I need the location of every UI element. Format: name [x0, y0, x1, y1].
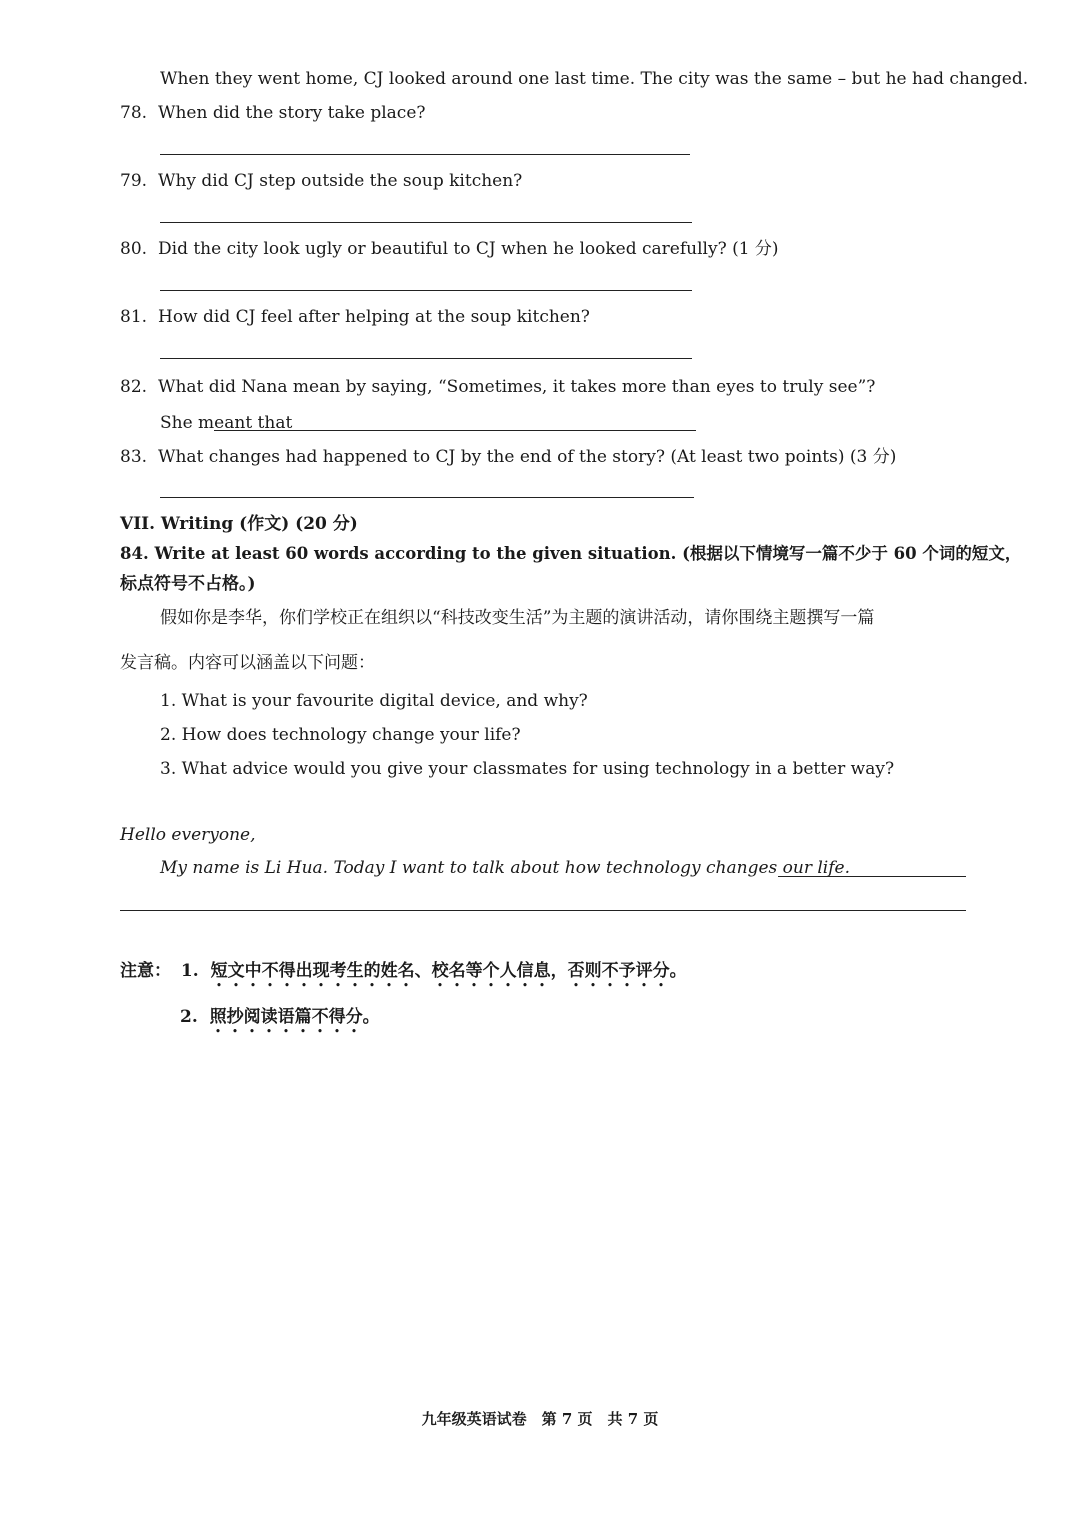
writing-prompt-line1: 假如你是李华，你们学校正在组织以“科技改变生活”为主题的演讲活动，请你围绕主题撰写一篇 [160, 608, 875, 628]
essay-greeting: Hello everyone, [120, 825, 256, 845]
question-80 [120, 238, 779, 260]
notes-item-2 [180, 1006, 380, 1037]
page-footer: 九年级英语试卷 第 7 页 共 7 页 [421, 1410, 659, 1428]
answer-line-78[interactable] [160, 154, 690, 155]
question-number: 81. [120, 307, 148, 327]
notes-item-text: 照抄阅读语篇不得分。 [209, 1007, 380, 1027]
writing-task-line2: 标点符号不占格。) [120, 574, 256, 594]
question-number: 83. [120, 447, 148, 467]
writing-section-title: VII. Writing (作文) (20 分) [120, 514, 358, 534]
essay-answer-line-2[interactable] [120, 910, 966, 911]
question-text: When did the story take place? [158, 103, 426, 123]
notes-item-number: 1. [180, 961, 199, 981]
writing-task-line1: 84. Write at least 60 words according to the given situation. (根据以下情境写一篇不少于 60 个词的短文， [120, 544, 1022, 563]
notes-label: 注意： [120, 961, 171, 981]
question-text: What did Nana mean by saying, “Sometimes, it takes more than eyes to truly see”? [158, 377, 876, 397]
question-number: 78. [120, 103, 148, 123]
notes-item-text: 短文中不得出现考生的姓名、校名等个人信息，否则不予评分。 [210, 961, 687, 981]
writing-prompt-line2: 发言稿。内容可以涵盖以下问题： [120, 653, 375, 673]
question-82 [120, 376, 875, 398]
question-text: Did the city look ugly or beautiful to CJ when he looked carefully? (1 分) [158, 239, 779, 259]
question-number: 79. [120, 171, 148, 191]
notes-item-number: 2. [180, 1007, 198, 1027]
answer-line-82[interactable] [214, 430, 696, 431]
question-text: What changes had happened to CJ by the end of the story? (At least two points) (3 分) [158, 447, 897, 467]
essay-answer-line-1[interactable] [778, 876, 966, 877]
notes-item-1 [120, 960, 687, 991]
writing-point-3: 3. What advice would you give your classmates for using technology in a better way? [160, 759, 895, 779]
writing-point-2: 2. How does technology change your life? [160, 725, 521, 745]
passage-ending: When they went home, CJ looked around one last time. The city was the same – but he had changed. [160, 69, 1029, 89]
answer-prefix: She meant that [160, 413, 293, 433]
question-number: 80. [120, 239, 148, 259]
question-text: Why did CJ step outside the soup kitchen? [158, 171, 523, 191]
essay-opening: My name is Li Hua. Today I want to talk about how technology changes our life. [160, 858, 850, 878]
question-78 [120, 102, 426, 124]
question-79 [120, 170, 522, 192]
answer-line-81[interactable] [160, 358, 692, 359]
question-number: 82. [120, 377, 148, 397]
question-text: How did CJ feel after helping at the soup kitchen? [158, 307, 590, 327]
question-81 [120, 306, 590, 328]
answer-line-83[interactable] [160, 497, 694, 498]
answer-line-80[interactable] [160, 290, 692, 291]
answer-line-79[interactable] [160, 222, 692, 223]
question-83 [120, 446, 896, 468]
writing-point-1: 1. What is your favourite digital device, and why? [160, 691, 588, 711]
